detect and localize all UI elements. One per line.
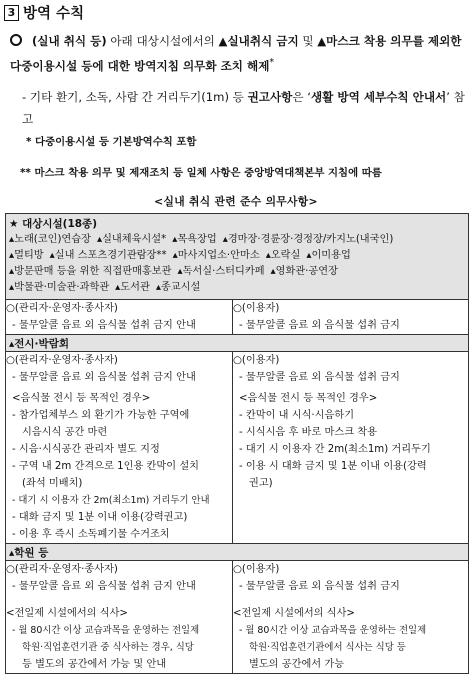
footnote-1: * 다중이용시설 등 기본방역수칙 포함 xyxy=(26,136,197,148)
rule-line: - 구역 내 2m 간격으로 1인용 칸막이 설치 xyxy=(12,461,200,472)
venue-item: ▴방문판매 등을 위한 직접판매홍보관 xyxy=(9,266,172,277)
para1-lead: (실내 취식 등) xyxy=(32,34,107,48)
rule-line-cont: (좌석 미배치) xyxy=(22,478,83,489)
rule-line-cont: 별도의 공간에서 가능 xyxy=(249,659,345,670)
rule-line: - 대화 금지 및 1분 이내 이용(강력권고) xyxy=(12,512,188,523)
venue-item: ▴오락실 xyxy=(265,250,301,261)
venue-item: ▴목욕장업 xyxy=(172,234,217,245)
rule-line-cont: 권고) xyxy=(249,478,273,489)
section1-rules-row xyxy=(6,300,469,335)
rule-line: - 칸막이 내 시식·시음하기 xyxy=(239,410,355,421)
para1-eating-ban: ▲실내취식 금지 xyxy=(218,34,299,48)
para2-guide-name: 생활 방역 세부수칙 안내서 xyxy=(310,90,447,104)
subheading: <음식물 전시 등 목적인 경우> xyxy=(239,393,378,404)
section1-manager-cell xyxy=(6,300,233,335)
role-label: ○(관리자·운영자·종사자) xyxy=(6,303,118,314)
section-academy xyxy=(6,544,469,561)
venue-item: ▴노래(코인)연습장 xyxy=(9,234,91,245)
para1-footnote-mark: * xyxy=(269,57,275,68)
rule-line-cont: 학원·직업훈련기관에서 식사는 식당 등 xyxy=(249,642,406,653)
section2-rules-row xyxy=(6,352,469,544)
paragraph-recommendations xyxy=(22,86,466,130)
table-caption: <실내 취식 관련 준수 의무사항> xyxy=(154,195,318,208)
para2-text-c: ’ 참고 xyxy=(22,90,465,126)
section-exhibition xyxy=(6,335,469,352)
venue-item: ▴독서실·스터디카페 xyxy=(177,266,265,277)
subheading: <전일제 시설에서의 식사> xyxy=(233,608,355,619)
role-label: ○(관리자·운영자·종사자) xyxy=(6,564,118,575)
rule-line: - 시식시음 후 바로 마스크 착용 xyxy=(239,427,377,438)
venue-item: ▴영화관·공연장 xyxy=(270,266,338,277)
venue-item: ▴실내 스포츠경기관람장** xyxy=(49,250,167,261)
subheading: <전일제 시설에서의 식사> xyxy=(6,608,128,619)
role-label: ○(이용자) xyxy=(233,355,280,366)
rule-line: - 시음·시식공간 관리자 별도 지정 xyxy=(12,444,160,455)
para1-mask-rule: ▲마스크 착용 의무를 제외한 다중이용시설 등에 대한 방역지침 의무화 조치 해제 xyxy=(10,34,462,73)
rule-line-cont: 등 별도의 공간에서 가능 및 안내 xyxy=(22,659,167,670)
rule-line: - 참가업체부스 외 환기가 가능한 구역에 xyxy=(12,410,190,421)
section-title: 방역 수칙 xyxy=(23,6,85,22)
role-label: ○(이용자) xyxy=(233,564,280,575)
para1-text-a: 아래 대상시설에서의 xyxy=(106,34,219,48)
rule-line-cont: 학원·직업훈련기관 중 식사하는 경우, 식당 xyxy=(22,642,194,653)
rules-table xyxy=(5,213,469,674)
section3-manager-cell xyxy=(6,561,233,674)
para2-recommend: 권고사항 xyxy=(247,90,293,104)
para2-text-a: - 기타 환기, 소독, 사람 간 거리두기(1m) 등 xyxy=(22,90,248,104)
venue-item: ▴실내체육시설* xyxy=(96,234,167,245)
rule-line: - 대기 시 이용자 간 2m(최소1m) 거리두기 xyxy=(239,444,431,455)
paragraph-indoor-eating xyxy=(10,30,466,77)
subheading: <음식물 전시 등 목적인 경우> xyxy=(12,393,151,404)
section3-rules-row xyxy=(6,561,469,674)
venue-item: ▴박물관·미술관·과학관 xyxy=(9,282,110,293)
rule-line: - 월 80시간 이상 교습과목을 운영하는 전일제 xyxy=(12,625,200,636)
section2-user-cell xyxy=(233,352,469,544)
section-number-box: 3 xyxy=(4,5,19,21)
section-heading xyxy=(4,2,84,23)
rule-line: - 물무알콜 음료 외 음식물 섭취 금지 안내 xyxy=(12,320,196,331)
rule-line: - 월 80시간 이상 교습과목을 운영하는 전일제 xyxy=(239,625,427,636)
circle-bullet-icon xyxy=(10,34,22,46)
rule-line: - 물무알콜 음료 외 음식물 섭취 금지 안내 xyxy=(12,372,196,383)
rule-line: - 물무알콜 음료 외 음식물 섭취 금지 xyxy=(239,372,400,383)
venue-item: ▴이미용업 xyxy=(306,250,351,261)
target-facilities-title: ★ 대상시설(18종) xyxy=(9,218,97,230)
section2-manager-cell xyxy=(6,352,233,544)
footnote-2: ** 마스크 착용 의무 및 제재조치 등 일체 사항은 중앙방역대책본부 지침에 따름 xyxy=(20,167,382,179)
rule-line: - 이용 후 즉시 소독폐기물 수거조치 xyxy=(12,529,170,540)
rule-line-cont: 시음시식 공간 마련 xyxy=(22,427,108,438)
section-target-facilities xyxy=(6,214,469,300)
venue-list xyxy=(6,232,468,299)
venue-item: ▴종교시설 xyxy=(155,282,201,293)
rule-line: - 물무알콜 음료 외 음식물 섭취 금지 안내 xyxy=(12,581,196,592)
exhibition-title: ▴전시·박람회 xyxy=(9,338,69,350)
venue-item: ▴도서관 xyxy=(115,282,150,293)
academy-title: ▴학원 등 xyxy=(9,547,49,559)
para2-text-b: 은 ‘ xyxy=(292,90,311,104)
venue-item: ▴마사지업소·안마소 xyxy=(172,250,260,261)
role-label: ○(이용자) xyxy=(233,303,280,314)
role-label: ○(관리자·운영자·종사자) xyxy=(6,355,118,366)
section1-user-cell xyxy=(233,300,469,335)
rule-line: - 물무알콜 음료 외 음식물 섭취 금지 xyxy=(239,581,400,592)
rule-line: - 대기 시 이용자 간 2m(최소1m) 거리두기 안내 xyxy=(12,495,210,506)
venue-item: ▴경마장·경륜장·경정장/카지노(내국인) xyxy=(222,234,394,245)
rule-line: - 이용 시 대화 금지 및 1분 이내 이용(강력 xyxy=(239,461,427,472)
rule-line: - 물무알콜 음료 외 음식물 섭취 금지 xyxy=(239,320,400,331)
venue-item: ▴멀티방 xyxy=(9,250,44,261)
section3-user-cell xyxy=(233,561,469,674)
para1-text-b: 및 xyxy=(298,34,318,48)
